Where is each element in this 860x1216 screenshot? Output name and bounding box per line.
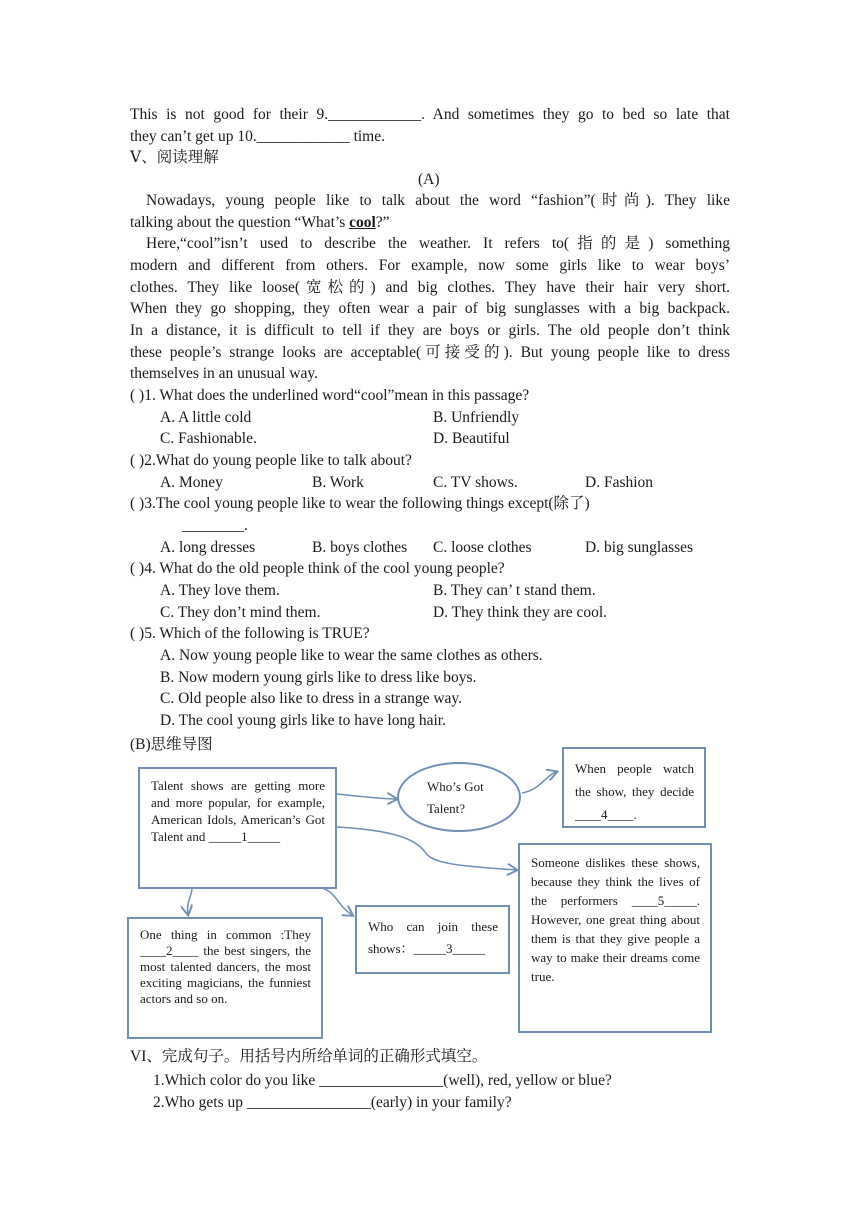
arrow-to-join-box xyxy=(322,888,352,915)
q4-option-a: A. They love them. xyxy=(160,582,280,599)
watch-show-text: When people watch the show, they decide ____4____. xyxy=(575,761,694,822)
q2-option-d: D. Fashion xyxy=(585,474,654,491)
arrow-to-common-box xyxy=(188,888,192,914)
q3-option-d: D. big sunglasses xyxy=(585,539,694,556)
who-can-join-box xyxy=(355,905,510,974)
in-common-text: One thing in common :They ____2____ the best singers, the most talented dancers, the most exciting magicians, the funniest actors and so on. xyxy=(140,927,311,1006)
q1-option-d: D. Beautiful xyxy=(433,430,510,447)
q1-option-c: C. Fashionable. xyxy=(160,430,257,447)
whos-got-talent-text: Who’s Got Talent? xyxy=(427,779,484,816)
passage-line-10: they can’t get up 10.____________ time. xyxy=(130,128,385,145)
q5-option-a: A. Now young people like to wear the same clothes as others. xyxy=(160,647,543,664)
question-3: ( )3.The cool young people like to wear the following things except(除了) xyxy=(130,495,590,512)
talent-shows-text: Talent shows are getting more and more popular, for example, American Idols, American’s Got Talent and _____1_____ xyxy=(151,778,325,844)
q3-option-c: C. loose clothes xyxy=(433,539,532,556)
q1-option-b: B. Unfriendly xyxy=(433,409,520,426)
q2-option-b: B. Work xyxy=(312,474,364,491)
question-5: ( )5. Which of the following is TRUE? xyxy=(130,625,370,642)
question-4: ( )4. What do the old people think of the cool young people? xyxy=(130,560,505,577)
arrow-to-dislike-box xyxy=(337,827,516,870)
who-can-join-text: Who can join these shows：_____3_____ xyxy=(368,919,498,956)
in-common-box xyxy=(127,917,323,1039)
talent-shows-box xyxy=(138,767,337,889)
dislike-shows-box xyxy=(518,843,712,1033)
whos-got-talent-ellipse xyxy=(397,762,521,832)
cool-keyword: cool xyxy=(349,214,376,231)
arrow-to-ellipse xyxy=(337,794,396,799)
para2-line: When they go shopping, they often wear a pair of big sunglasses with a big backpack. xyxy=(130,300,730,317)
para1-text-end: ?” xyxy=(375,214,390,231)
passage-line-9: This is not good for their 9.____________. And sometimes they go to bed so late that xyxy=(130,106,730,123)
q2-option-a: A. Money xyxy=(160,474,223,491)
para2-line: clothes. They like loose(宽松的) and big clothes. They have their hair very short. xyxy=(130,279,730,296)
para2-line-last: themselves in an unusual way. xyxy=(130,365,318,382)
section-6-heading: VI、完成句子。用括号内所给单词的正确形式填空。 xyxy=(130,1048,488,1065)
dislike-shows-text: Someone dislikes these shows, because they think the lives of the performers ____5_____. However, one great thing about them is that they give people a way to make their dreams come true. xyxy=(531,855,700,984)
para2-line: modern and different from others. For example, now some girls like to wear boys’ xyxy=(130,257,730,274)
question-1: ( )1. What does the underlined word“cool”mean in this passage? xyxy=(130,387,530,404)
q5-option-d: D. The cool young girls like to have long hair. xyxy=(160,712,446,729)
part-b-label: (B)思维导图 xyxy=(130,736,213,753)
q5-option-c: C. Old people also like to dress in a strange way. xyxy=(160,690,463,707)
q5-option-b: B. Now modern young girls like to dress like boys. xyxy=(160,669,477,686)
q4-option-b: B. They can’ t stand them. xyxy=(433,582,596,599)
para1-text: talking about the question “What’s xyxy=(130,214,350,231)
q1-option-a: A. A little cold xyxy=(160,409,252,426)
q3-option-a: A. long dresses xyxy=(160,539,256,556)
part-a-label: (A) xyxy=(418,171,440,188)
q2-option-c: C. TV shows. xyxy=(433,474,518,491)
sentence-1: 1.Which color do you like ________________(well), red, yellow or blue? xyxy=(153,1072,612,1089)
para2-line: In a distance, it is difficult to tell if they are boys or girls. The old people don’t think xyxy=(130,322,730,339)
section-5-heading: Ⅴ、阅读理解 xyxy=(130,149,219,166)
arrow-to-watch-box xyxy=(522,772,556,793)
para2-line: Here,“cool”isn’t used to describe the weather. It refers to(指的是) something xyxy=(146,235,730,252)
watch-show-box xyxy=(562,747,706,828)
sentence-2: 2.Who gets up ________________(early) in your family? xyxy=(153,1094,512,1111)
q4-option-d: D. They think they are cool. xyxy=(433,604,608,621)
q3-option-b: B. boys clothes xyxy=(312,539,408,556)
q4-option-c: C. They don’t mind them. xyxy=(160,604,321,621)
question-2: ( )2.What do young people like to talk about? xyxy=(130,452,412,469)
para1-line1: Nowadays, young people like to talk about the word “fashion”(时尚). They like xyxy=(146,192,730,209)
q3-blank: ________. xyxy=(182,517,248,534)
para2-line: these people’s strange looks are acceptable(可接受的). But young people like to dress xyxy=(130,344,730,361)
